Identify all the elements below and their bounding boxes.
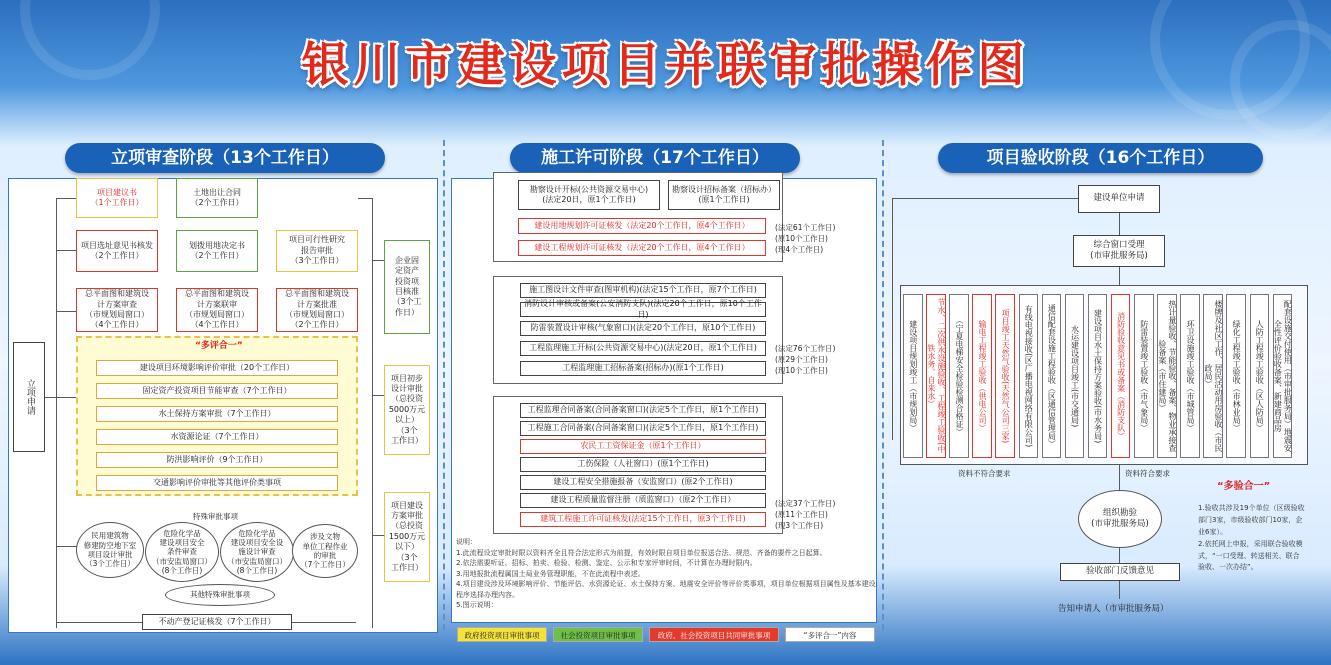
t: 建设项目安全设 xyxy=(230,537,284,547)
stage1-header: 立项审查阶段（13个工作日） xyxy=(65,143,385,173)
legend-social: 社会投资项目审批事项 xyxy=(553,627,643,642)
site-opinion-box xyxy=(76,230,158,272)
label: 项目建议书 xyxy=(97,187,137,197)
dept-item xyxy=(949,294,969,458)
connector xyxy=(1119,548,1120,563)
connector xyxy=(1119,267,1120,285)
multi-eval-item: 水土保持方案审批（7个工作日） xyxy=(96,406,338,422)
connector xyxy=(56,198,76,199)
plan-review-box xyxy=(76,288,158,332)
multi-eval-item: 固定资产投资项目节能审查（7个工作日） xyxy=(96,383,338,399)
connector xyxy=(1119,581,1120,599)
note-line: 4.项目建设涉及环境影响评价、节能评估、水资源论证、水土保持方案、地震安全评价等评价类事项，项目单位根据项目属性及基本建设程序选择办理内容。 xyxy=(456,580,876,599)
org: （市规划局窗口） xyxy=(185,310,249,319)
t: 项目初步 xyxy=(391,373,423,383)
g3-item xyxy=(520,439,766,454)
t: 企业固 xyxy=(395,255,419,265)
multi-eval-title: “多评合一” xyxy=(195,341,243,351)
t: 工作日） xyxy=(391,562,423,572)
g3-item xyxy=(520,475,766,490)
note-line: 说明： xyxy=(456,538,477,546)
proposal-box xyxy=(76,178,158,218)
multi-accept-title: “多验合一” xyxy=(1217,481,1271,492)
t: (法定37个工作日) xyxy=(775,499,836,508)
apply-box xyxy=(1078,185,1160,213)
note-line: 1.验收共涉及19个单位（区级验收部门3家，市级验收部门10家，企业6家）。 xyxy=(1198,504,1305,536)
dept-item xyxy=(1273,294,1293,458)
dept-item-label: 水运建设项目竣工(市交通局) xyxy=(1070,324,1080,428)
feedback-box xyxy=(1060,563,1180,581)
t: (法定20日，原1个工作日) xyxy=(542,195,636,204)
t: 5000万元 xyxy=(388,404,426,414)
t: 以上） xyxy=(395,415,419,425)
dept-item xyxy=(995,294,1015,458)
dept-item-label: 有线电视接收(区广播电视网络有限公司) xyxy=(1024,304,1034,448)
dept-item-label: 防雷装置竣工验收（市气象局） xyxy=(1139,320,1149,432)
legend-gov: 政府投资项目审批事项 xyxy=(457,627,547,642)
g2-item xyxy=(520,361,766,376)
dept-item-label: 建设项目水土保持方案验收(市水务局) xyxy=(1093,308,1103,444)
t: 勘察设计招标备案（招标办） xyxy=(672,184,776,194)
t: （总投资 xyxy=(391,394,423,404)
feasibility-box xyxy=(276,230,358,272)
t: (8个工作日) xyxy=(161,566,203,576)
t: 不动产登记证核发（7个工作日） xyxy=(158,616,276,626)
g3-item xyxy=(520,493,766,508)
time: （2个工作日） xyxy=(90,251,144,260)
t: 建设用地规划许可证核发（法定20个工作日，原4个工作日） xyxy=(534,220,750,230)
start-label: 立项申请 xyxy=(24,379,35,415)
connector xyxy=(1119,213,1120,235)
t: （总投资 xyxy=(391,521,423,531)
dept-item xyxy=(1111,294,1131,458)
t: 农民工工资保证金（原1个工作日） xyxy=(580,441,706,451)
dept-item xyxy=(1203,294,1223,458)
t: 工程监理施工招标备案(招标办)(原1个工作日) xyxy=(562,363,724,373)
t: (原29个工作日) xyxy=(775,355,828,364)
t: 工程施工合同备案(合同备案窗口)(法定5个工作日，原1个工作日) xyxy=(527,423,759,433)
t: 条件审查 xyxy=(167,547,197,557)
t: 设计审批 xyxy=(391,384,423,394)
t: 组织勘验 xyxy=(1102,508,1137,519)
accept-label: 资料符合要求 xyxy=(1125,469,1170,478)
t: 建设项目安全 xyxy=(159,537,205,547)
t: 危险化学品 xyxy=(238,528,276,538)
notify-label: 告知申请人（市审批服务局） xyxy=(1058,604,1169,614)
t: 建设工程规划许可证核发（法定20个工作日，原4个工作日） xyxy=(534,242,750,252)
t: 工程监理合同备案(合同备案窗口)(法定5个工作日，原1个工作日) xyxy=(527,405,759,415)
notes xyxy=(456,537,876,611)
dept-item xyxy=(1019,294,1039,458)
realty-cert-box xyxy=(142,614,292,630)
dept-item-label: （宁夏电梯安全检验检测合格证） xyxy=(954,316,964,436)
group3-time xyxy=(775,498,835,531)
t: 项目设计审批 xyxy=(87,550,133,559)
g2-item xyxy=(520,321,766,336)
dept-item-label: 消防验收意见书或备案（消防支队） xyxy=(1116,312,1126,440)
g2-item xyxy=(520,341,766,356)
time: （1个工作日） xyxy=(90,198,144,207)
dept-item-label: 通信配套设施工程验收（区通信管理局） xyxy=(1047,304,1057,448)
t: 其他特殊审批事项 xyxy=(190,590,250,600)
survey-bid-box xyxy=(518,180,660,210)
g2-item xyxy=(520,299,766,319)
dept-item-label: 绿化工程竣工验收（市林业局） xyxy=(1232,320,1242,432)
dept-item xyxy=(1065,294,1085,458)
t: 目核准 xyxy=(395,287,419,296)
connector xyxy=(56,250,76,251)
dept-item-label: 热计量验收、节能验收、备案、物业承接查验备案（市住建局） xyxy=(1157,300,1177,452)
t: 施工图设计文件审查(图审机构)(法定15个工作日，原7个工作日) xyxy=(529,285,757,295)
connector xyxy=(372,260,384,261)
connector xyxy=(358,198,372,199)
connector xyxy=(372,198,373,628)
t: 修建防空地下室 xyxy=(83,540,137,550)
t: (8个工作日) xyxy=(236,566,278,576)
org: （市规划局窗口） xyxy=(85,310,149,319)
t: 的审批 xyxy=(313,551,337,560)
dept-item xyxy=(1042,294,1062,458)
t: 项目建设 xyxy=(391,500,423,510)
group1-time xyxy=(775,222,835,255)
start-box xyxy=(13,342,45,452)
dept-item-label: 节水、二次供水设施验收、工程竣工验收(中铁水务、自来水） xyxy=(926,298,946,454)
dept-item-label: 人防工程竣工验收（区人防局） xyxy=(1255,320,1265,432)
note-line: 2.依法需要听证、招标、拍卖、检验、检测、鉴定、公示和专家评审时间，不计算在办理时限内。 xyxy=(456,559,757,567)
t: 综合窗口受理 xyxy=(1093,239,1145,250)
t: （市安监局窗口） xyxy=(227,556,287,566)
multi-accept-notes xyxy=(1198,503,1306,574)
t: （3个 xyxy=(396,552,418,562)
connector xyxy=(372,395,384,396)
time: （2个工作日） xyxy=(190,198,244,207)
label: 土地出让合同 xyxy=(193,187,241,197)
survey-filing-box xyxy=(668,180,780,210)
dept-item-label: 输电工程竣工验收（供电公司） xyxy=(978,320,988,432)
connector xyxy=(56,198,57,628)
special-oval xyxy=(76,522,144,578)
multi-eval-item: 水资源论证（7个工作日） xyxy=(96,429,338,445)
g2-item xyxy=(520,283,766,298)
time: （2个工作日） xyxy=(190,251,244,260)
t: 消防设计审核或备案(公安消防支队)(法定20个工作日，原10个工作日) xyxy=(524,299,762,319)
multi-eval-item: 建设项目环境影响评价审批（20个工作日） xyxy=(96,360,338,376)
stage2-header: 施工许可阶段（17个工作日） xyxy=(510,143,800,173)
multi-eval-item: 防洪影响评价（9个工作日） xyxy=(96,452,338,468)
note-line: 5.图示说明： xyxy=(456,601,498,609)
legend-common: 政府、社会投资项目共同审批事项 xyxy=(649,627,779,642)
t: 建设单位申请 xyxy=(1093,193,1145,204)
t: 工程监理施工开标(公共资源交易中心)(法定20日，原1个工作日) xyxy=(529,343,757,353)
t: 工伤保险（人社窗口）(原1个工作日) xyxy=(577,459,709,469)
build-plan-box xyxy=(384,492,430,582)
allocation-box xyxy=(176,230,258,272)
land-contract-box xyxy=(176,178,258,218)
t: 单位工程作业 xyxy=(302,541,348,551)
t: （市安监局窗口） xyxy=(152,556,212,566)
t: (市审批服务局) xyxy=(1090,251,1148,261)
dept-item-label: 环卫设施竣工验收（市城管局） xyxy=(1185,320,1195,432)
t: 民用建筑物 xyxy=(91,531,129,541)
plan-joint-box xyxy=(176,288,258,332)
t: 1500万元 xyxy=(388,531,426,541)
t: 建筑工程施工许可证核发(法定15个工作日，原3个工作日) xyxy=(540,514,746,524)
t: 勘察设计开标(公共资源交易中心) xyxy=(529,184,649,194)
dept-item xyxy=(1250,294,1270,458)
dept-item xyxy=(1226,294,1246,458)
dept-item xyxy=(1088,294,1108,458)
t: 以下） xyxy=(395,542,419,552)
page-title: 银川市建设项目并联审批操作图 xyxy=(301,38,1030,93)
dept-item-label: 建设项目规划竣工（市规划局） xyxy=(908,320,918,432)
t: （7个工作日） xyxy=(300,560,350,570)
time: （3个工作日） xyxy=(290,256,344,266)
dept-item xyxy=(926,294,946,458)
t: 建设工程质量监督注册（质监窗口）（原2个工作日） xyxy=(550,495,736,505)
dept-item xyxy=(1180,294,1200,458)
t: 建设工程安全措施报备（安监窗口）(原2个工作日) xyxy=(553,477,733,487)
dept-item xyxy=(903,294,923,458)
connector xyxy=(56,311,76,312)
g3-item xyxy=(520,421,766,436)
t: (原10个工作日) xyxy=(775,234,828,243)
label: 项目可行性研究报告审批 xyxy=(289,235,345,255)
legend-multi: “多评合一”内容 xyxy=(785,627,875,642)
label: 总平面图和建筑设计方案批准 xyxy=(285,289,349,309)
t: 危险化学品 xyxy=(163,528,201,538)
divider xyxy=(882,140,884,630)
t: 作日） xyxy=(395,307,419,317)
stage3-header: 项目验收阶段（16个工作日） xyxy=(938,143,1263,173)
window-box xyxy=(1073,235,1165,267)
t: (法定76个工作日) xyxy=(775,344,836,353)
dept-item-label: 项目竣工天然气验收(天然气公司三家) xyxy=(1001,308,1011,444)
g3-item xyxy=(520,512,766,527)
special-oval xyxy=(145,522,219,582)
label: 项目选址意见书核发 xyxy=(81,240,153,250)
t: （3个 xyxy=(396,425,418,435)
dept-item xyxy=(1157,294,1177,458)
divider xyxy=(443,140,445,630)
note-line: 1.此流程设定审批时限以资料齐全且符合法定形式为前提，有效时限自项目单位报送合法、规范、齐备的要件之日起算。 xyxy=(456,548,827,557)
special-oval xyxy=(220,522,294,582)
connector xyxy=(45,397,77,398)
t: (现10个工作日) xyxy=(775,366,828,375)
special-oval xyxy=(292,524,358,578)
connector xyxy=(372,535,384,536)
note-line: 2.依托网上申报，采用联合验收模式，“一口受理、转送相关、联合验收、一次办结”。 xyxy=(1198,539,1303,572)
t: (原11个工作日) xyxy=(775,510,828,519)
t: （3个工作日） xyxy=(85,559,135,569)
dept-item xyxy=(972,294,992,458)
inspection-oval xyxy=(1078,490,1162,548)
dept-item xyxy=(1134,294,1154,458)
connector xyxy=(892,198,1078,199)
land-plan-permit-box xyxy=(518,218,766,234)
t: (现3个工作日) xyxy=(775,521,824,530)
t: （3个工 xyxy=(392,297,422,307)
g3-item xyxy=(520,457,766,472)
t: 涉及文物 xyxy=(310,532,340,542)
t: 工作日） xyxy=(391,435,423,445)
dept-item-label: 楼牌及社区工作、居民活动用房验收（市民政局） xyxy=(1204,300,1224,452)
note-line: 3.用地报批流程属国土局业务管理职能，不在此流程中表述。 xyxy=(456,569,645,578)
g3-item xyxy=(520,403,766,418)
connector xyxy=(892,198,893,440)
t: 定资产 xyxy=(395,266,419,276)
prelim-design-box xyxy=(384,365,430,455)
t: (原1个工作日) xyxy=(698,195,750,204)
t: (市审批服务局) xyxy=(1091,519,1149,529)
time: （4个工作日） xyxy=(190,320,244,330)
label: 总平面图和建筑设计方案审查 xyxy=(85,289,149,309)
build-plan-permit-box xyxy=(518,240,766,256)
multi-eval-item: 交通影响评价审批等其他评价类事项 xyxy=(96,475,338,491)
t: 投资项 xyxy=(395,276,419,286)
connector xyxy=(1119,465,1120,490)
label: 总平面图和建筑设计方案联审 xyxy=(185,289,249,309)
label: 划拨用地决定书 xyxy=(189,240,245,250)
plan-approve-box xyxy=(276,288,358,332)
other-special-oval xyxy=(165,584,275,606)
enterprise-approval-box xyxy=(384,240,430,334)
time: （2个工作日） xyxy=(290,320,344,330)
time: （4个工作日） xyxy=(90,320,144,330)
group2-time xyxy=(775,343,835,376)
org: （市规划局窗口） xyxy=(285,310,349,319)
t: (法定61个工作日) xyxy=(775,223,836,232)
t: 防雷装置设计审核(气象窗口)(法定20个工作日，原10个工作日) xyxy=(530,323,756,333)
t: 施设计审查 xyxy=(238,547,276,557)
reject-label: 资料不符合要求 xyxy=(958,469,1011,478)
dept-item-label: 配套设施交付使用（市审批服务局）地震安全性评价验收备案、新建商品房 xyxy=(1273,300,1293,452)
t: (现4个工作日) xyxy=(775,245,824,254)
t: 验收部门反馈意见 xyxy=(1085,566,1154,577)
special-title: 特殊审批事项 xyxy=(193,512,238,521)
t: 方案审批 xyxy=(391,511,423,521)
